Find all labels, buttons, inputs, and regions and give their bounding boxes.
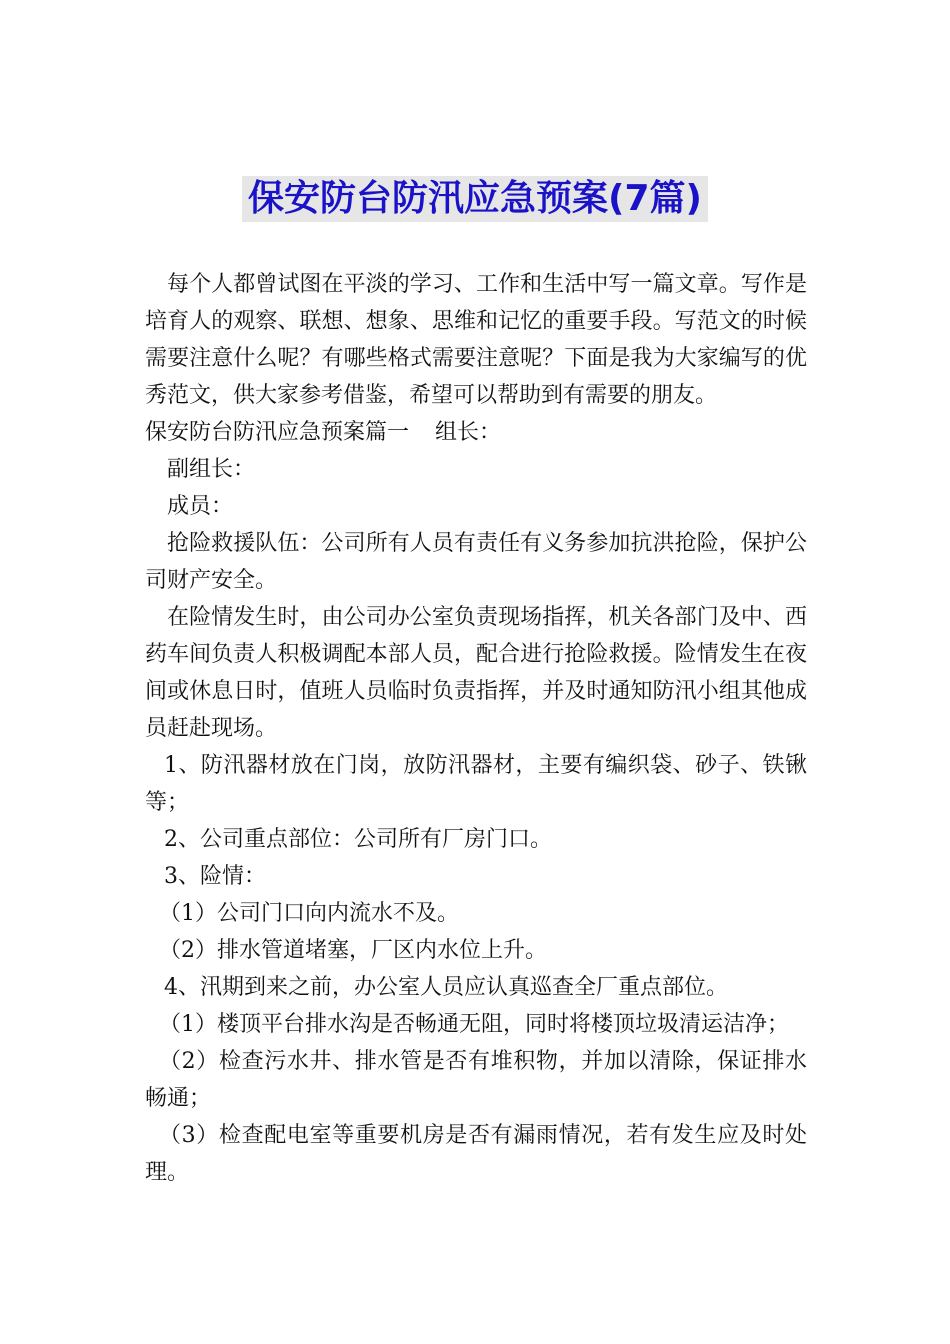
group-leader-label: 组长：	[435, 420, 502, 445]
emergency-command-paragraph: 在险情发生时，由公司办公室负责现场指挥，机关各部门及中、西药车间负责人积极调配本部人员，配合进行抢险救援。险情发生在夜间或休息日时，值班人员临时负责指挥，并及时通知防汛小组其他成员赶赴现场。	[145, 605, 807, 741]
rescue-team-paragraph: 抢险救援队伍：公司所有人员有责任有义务参加抗洪抢险，保护公司财产安全。	[145, 531, 807, 593]
intro-paragraph: 每个人都曾试图在平淡的学习、工作和生活中写一篇文章。写作是培育人的观察、联想、想象、思维和记忆的重要手段。写范文的时候需要注意什么呢？有哪些格式需要注意呢？下面是我为大家编写的优秀范文，供大家参考借鉴，希望可以帮助到有需要的朋友。	[145, 272, 807, 408]
members-label: 成员：	[167, 494, 234, 519]
sub-list-item: （3）检查配电室等重要机房是否有漏雨情况，若有发生应及时处理。	[145, 1123, 807, 1185]
document-body	[145, 266, 807, 1191]
sub-list-item: （2）检查污水井、排水管是否有堆积物，并加以清除，保证排水畅通；	[145, 1049, 807, 1111]
list-item: 1、防汛器材放在门岗，放防汛器材，主要有编织袋、砂子、铁锹等；	[145, 753, 807, 815]
sub-list-item: （2）排水管道堵塞，厂区内水位上升。	[159, 938, 547, 963]
deputy-leader-label: 副组长：	[167, 457, 256, 482]
section-heading-line	[145, 414, 807, 451]
list-item: 4、汛期到来之前，办公室人员应认真巡查全厂重点部位。	[164, 975, 728, 1000]
list-item: 3、险情：	[164, 864, 266, 889]
title-wrap	[0, 176, 950, 222]
section-heading: 保安防台防汛应急预案篇一	[145, 420, 410, 445]
sub-list-item: （1）公司门口向内流水不及。	[159, 901, 459, 926]
document-title: 保安防台防汛应急预案(7篇)	[242, 176, 708, 222]
sub-list-item: （1）楼顶平台排水沟是否畅通无阻，同时将楼顶垃圾清运洁净；	[159, 1012, 789, 1037]
list-item: 2、公司重点部位：公司所有厂房门口。	[164, 827, 552, 852]
